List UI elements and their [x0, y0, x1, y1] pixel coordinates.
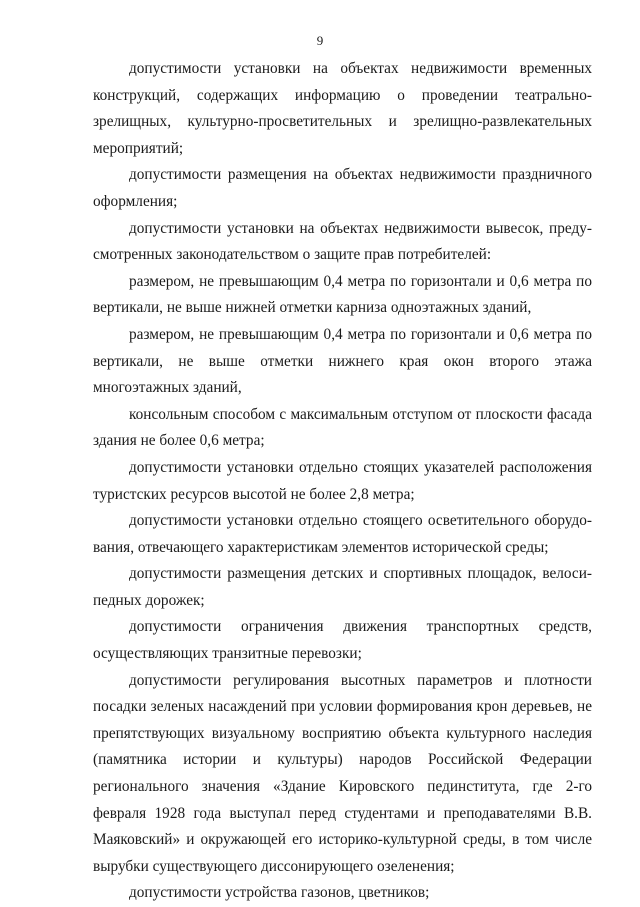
page-number: 9: [316, 33, 324, 48]
paragraph-signboards: допустимости установки на объектах недвижимости вывесок, предусмотренных законодательством о защите прав потребителей:: [93, 219, 592, 264]
paragraph-temporary-structures: допустимости установки на объектах недвижимости временных конструкций, содержащих информацию о проведении театрально-зрелищных, культурно-просветительных и зрелищно-развлекательных мероприятий;: [93, 60, 592, 157]
paragraph-lawns-flowerbeds: допустимости устройства газонов, цветников;: [129, 884, 430, 902]
paragraph-lighting-equipment: допустимости установки отдельно стоящего осветительного оборудования, отвечающего характеристикам элементов исторической среды;: [93, 512, 592, 556]
paragraph-signboard-multi-storey: размером, не превышающим 0,4 метра по горизонтали и 0,6 метра по вертикали, не выше отметки нижнего края окон второго этажа многоэтажных зданий,: [93, 325, 592, 397]
paragraph-playgrounds-bike-paths: допустимости размещения детских и спортивных площадок, велосипедных дорожек;: [93, 565, 592, 609]
paragraph-green-planting: допустимости регулирования высотных параметров и плотности посадки зеленых насаждений при условии формирования крон деревьев, не препятствующих визуальному восприятию объекта культурного наследия (памятника истории и культуры) народов Российской Федерации регионального значения «Здание Кировского пединститута, где 2-го февраля 1928 года выступал перед студентами и преподавателями В.В. Маяковский» и окружающей его историко-культурной среды, в том числе вырубки существующего диссонирующего озеленения;: [93, 671, 592, 875]
paragraph-festive-decoration: допустимости размещения на объектах недвижимости праздничного оформления;: [93, 166, 592, 210]
document-body: [93, 56, 592, 907]
paragraph-console-mounting: консольным способом с максимальным отступом от плоскости фасада здания не более 0,6 метра;: [93, 405, 592, 450]
paragraph-transit-restriction: допустимости ограничения движения транспортных средств, осуществляющих транзитные перевозки;: [93, 618, 592, 663]
paragraph-tourist-signs: допустимости установки отдельно стоящих указателей расположения туристских ресурсов высотой не более 2,8 метра;: [93, 458, 592, 503]
paragraph-signboard-single-storey: размером, не превышающим 0,4 метра по горизонтали и 0,6 метра по вертикали, не выше нижней отметки карниза одноэтажных зданий,: [93, 272, 592, 317]
